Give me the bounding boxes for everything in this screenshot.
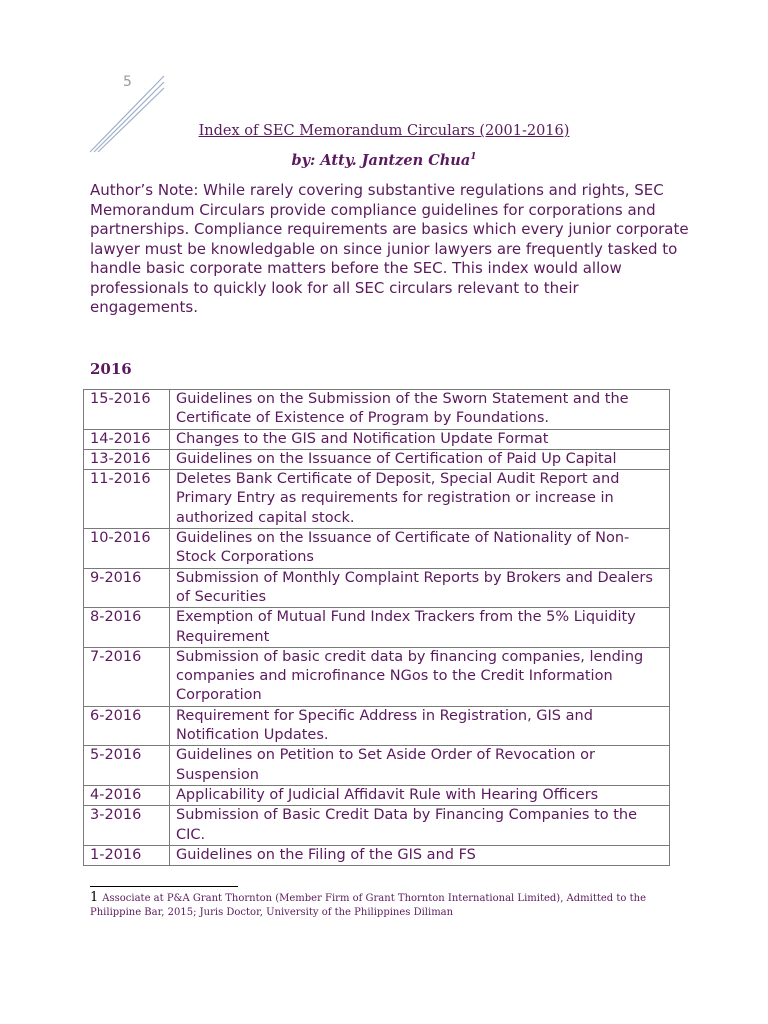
- page-number: 5: [123, 74, 132, 90]
- footnote-separator: [90, 886, 238, 887]
- circular-description: Submission of Basic Credit Data by Financing Companies to the CIC.: [170, 806, 670, 846]
- section-year-heading: 2016: [90, 360, 132, 378]
- circular-number: 8-2016: [84, 608, 170, 648]
- table-row: [84, 529, 670, 569]
- table-row: [84, 449, 670, 469]
- document-byline: [0, 152, 768, 169]
- circular-description: Guidelines on the Filing of the GIS and FS: [170, 845, 670, 865]
- circular-number: 9-2016: [84, 568, 170, 608]
- table-row: [84, 568, 670, 608]
- circular-number: 14-2016: [84, 429, 170, 449]
- circular-description: Guidelines on the Submission of the Sworn Statement and the Certificate of Existence of Program by Foundations.: [170, 390, 670, 430]
- circular-description: Exemption of Mutual Fund Index Trackers from the 5% Liquidity Requirement: [170, 608, 670, 648]
- circular-description: Deletes Bank Certificate of Deposit, Special Audit Report and Primary Entry as requirements for registration or increase in authorized capital stock.: [170, 470, 670, 529]
- table-row: [84, 746, 670, 786]
- table-row: [84, 390, 670, 430]
- circular-number: 15-2016: [84, 390, 170, 430]
- footnote: [90, 891, 670, 920]
- circular-description: Applicability of Judicial Affidavit Rule with Hearing Officers: [170, 785, 670, 805]
- table-row: [84, 470, 670, 529]
- circular-number: 1-2016: [84, 845, 170, 865]
- table-row: [84, 806, 670, 846]
- circular-description: Changes to the GIS and Notification Update Format: [170, 429, 670, 449]
- circular-number: 7-2016: [84, 647, 170, 706]
- circular-number: 5-2016: [84, 746, 170, 786]
- circular-number: 10-2016: [84, 529, 170, 569]
- circular-description: Guidelines on the Issuance of Certificate of Nationality of Non-Stock Corporations: [170, 529, 670, 569]
- table-row: [84, 608, 670, 648]
- circular-description: Requirement for Specific Address in Registration, GIS and Notification Updates.: [170, 706, 670, 746]
- byline-footnote-mark: 1: [470, 152, 477, 163]
- table-row: [84, 429, 670, 449]
- circular-description: Submission of basic credit data by financing companies, lending companies and microfinance NGos to the Credit Information Corporation: [170, 647, 670, 706]
- footnote-mark: 1: [90, 890, 99, 905]
- byline-text: by: Atty. Jantzen Chua: [291, 152, 471, 169]
- circulars-table: [83, 389, 670, 866]
- table-row: [84, 785, 670, 805]
- document-title: Index of SEC Memorandum Circulars (2001-2016): [198, 123, 570, 139]
- circular-number: 6-2016: [84, 706, 170, 746]
- footnote-text: Associate at P&A Grant Thornton (Member Firm of Grant Thornton International Limited), Admitted to the Philippine Bar, 2015; Juris Doctor, University of the Philippines Diliman: [90, 893, 646, 918]
- circular-number: 4-2016: [84, 785, 170, 805]
- circular-number: 11-2016: [84, 470, 170, 529]
- circular-number: 3-2016: [84, 806, 170, 846]
- table-row: [84, 647, 670, 706]
- table-row: [84, 845, 670, 865]
- circular-description: Submission of Monthly Complaint Reports by Brokers and Dealers of Securities: [170, 568, 670, 608]
- circular-number: 13-2016: [84, 449, 170, 469]
- authors-note: Author’s Note: While rarely covering substantive regulations and rights, SEC Memorandum Circulars provide compliance guidelines for corporations and partnerships. Compliance requirements are basics which every junior corporate lawyer must be knowledgable on since junior lawyers are frequently tasked to handle basic corporate matters before the SEC. This index would allow professionals to quickly look for all SEC circulars relevant to their engagements.: [90, 181, 689, 316]
- circular-description: Guidelines on the Issuance of Certification of Paid Up Capital: [170, 449, 670, 469]
- circular-description: Guidelines on Petition to Set Aside Order of Revocation or Suspension: [170, 746, 670, 786]
- table-row: [84, 706, 670, 746]
